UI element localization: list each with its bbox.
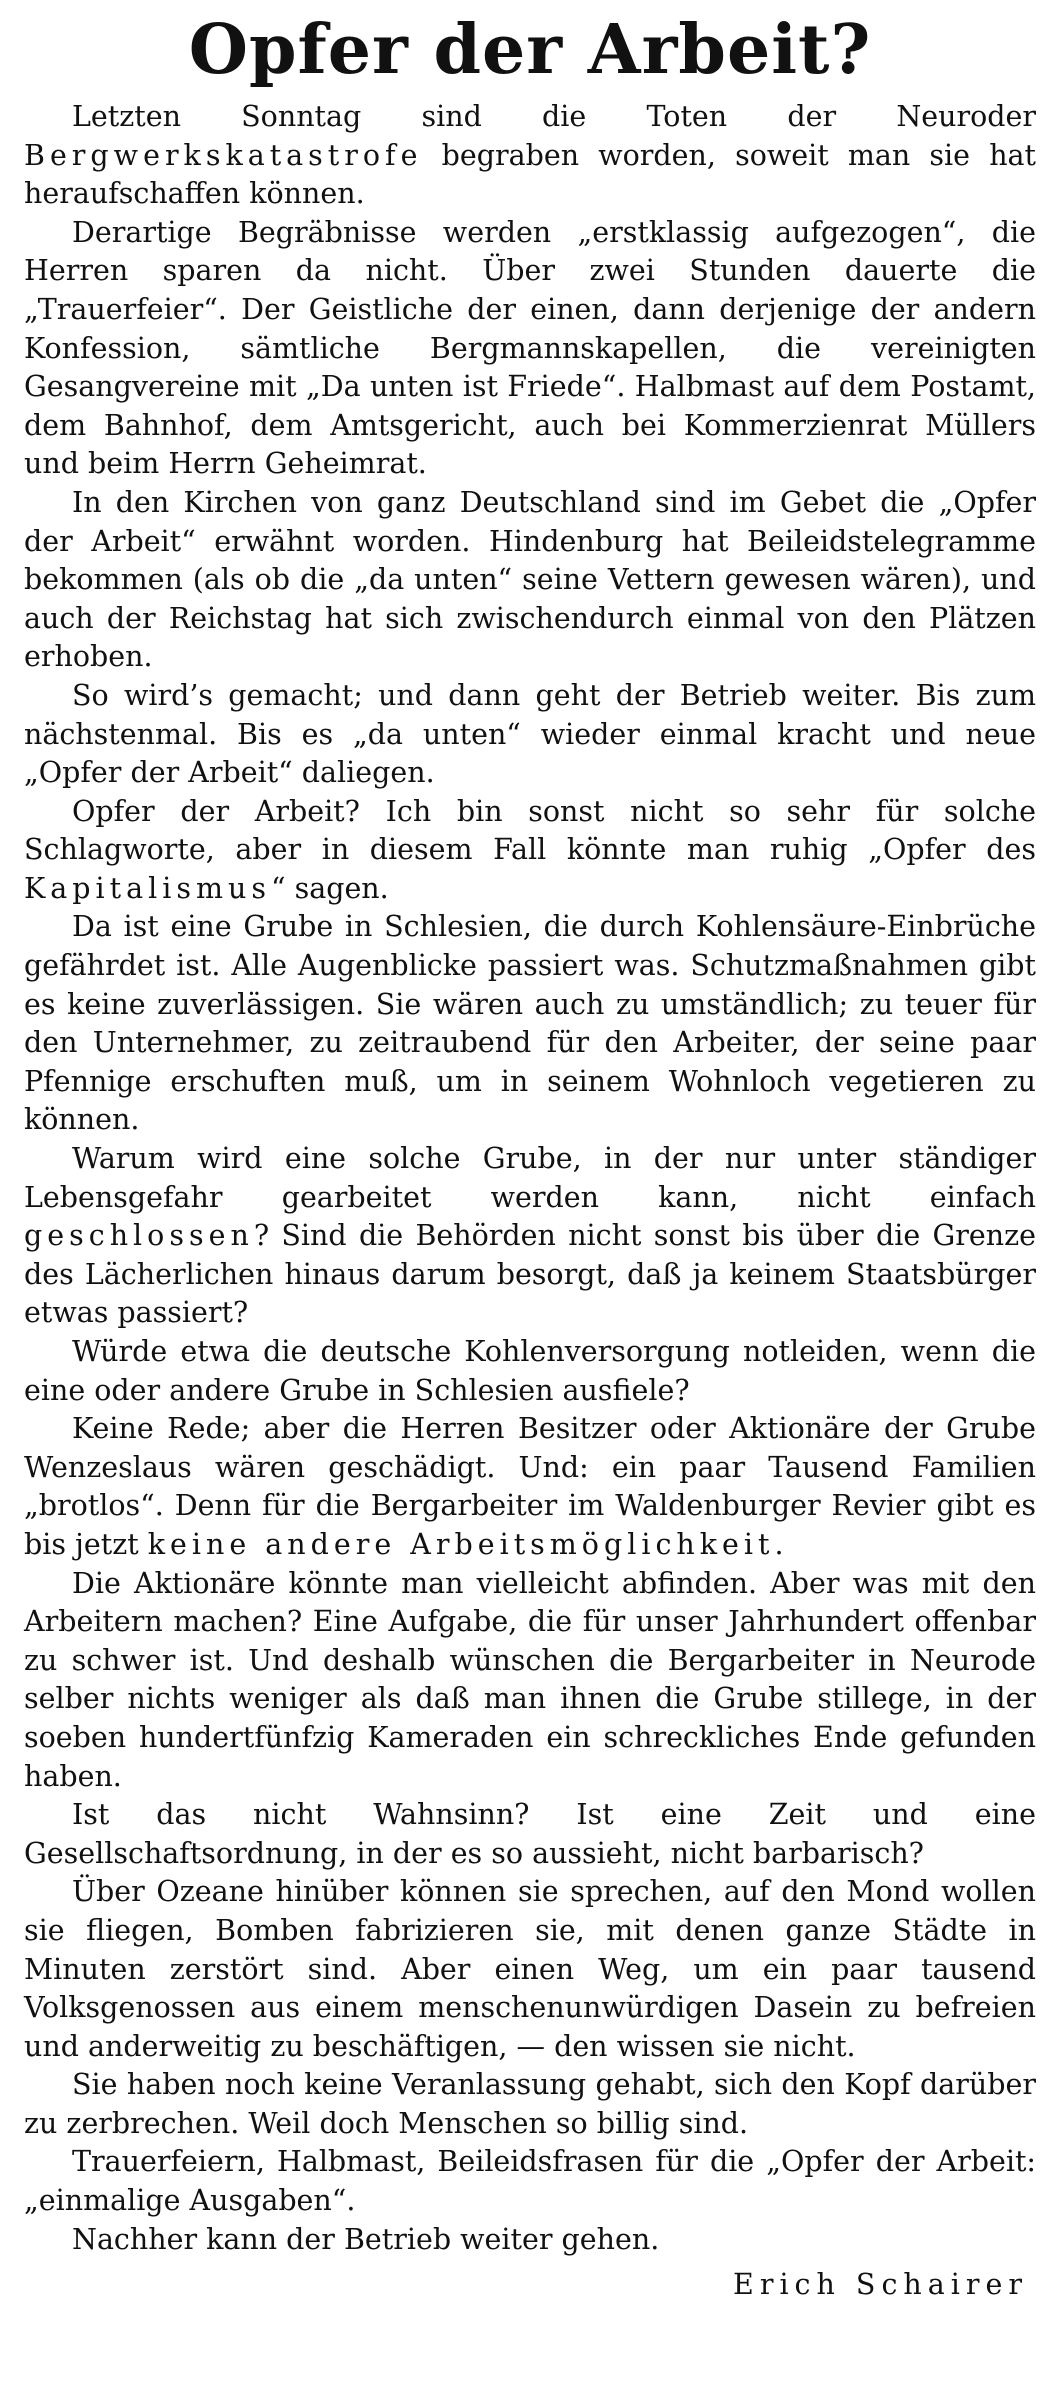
emphasized-text: Bergwerkskatastrofe: [24, 138, 423, 172]
paragraph-text: Trauerfeiern, Halbmast, Beileidsfrasen für die „Opfer der Arbeit: „einmalige Ausgaben“.: [24, 2145, 1036, 2218]
article-paragraph: [24, 98, 1036, 214]
paragraph-text: Letzten Sonntag sind die Toten der Neuroder: [72, 100, 1036, 133]
paragraph-text: So wird’s gemacht; und dann geht der Betrieb weiter. Bis zum nächstenmal. Bis es „da unten“ wieder einmal kracht und neue „Opfer der Arbeit“ daliegen.: [24, 678, 1036, 790]
article-paragraph: [24, 1873, 1036, 2066]
article-paragraph: [24, 793, 1036, 909]
emphasized-text: keine andere Arbeitsmöglichkeit: [147, 1527, 775, 1561]
article-paragraph: [24, 1333, 1036, 1410]
article-paragraph: [24, 677, 1036, 793]
emphasized-text: Kapitalismus: [24, 871, 271, 905]
paragraph-text: Derartige Begräbnisse werden „erstklassig aufgezogen“, die Herren sparen da nicht. Über zwei Stunden dauerte die „Trauerfeier“. Der Geistliche der einen, dann derjenige der andern Konfession, sämtliche Bergmannskapellen, die vereinigten Gesangvereine mit „Da unten ist Friede“. Halbmast auf dem Postamt, dem Bahnhof, dem Amtsgericht, auch bei Kommerzienrat Müllers und beim Herrn Geheimrat.: [24, 215, 1036, 481]
article-paragraph: [24, 2143, 1036, 2220]
article-paragraph: [24, 908, 1036, 1140]
article-paragraph: [24, 2066, 1036, 2143]
paragraph-text: “ sagen.: [270, 871, 389, 905]
paragraph-text: Keine Rede; aber die Herren Besitzer oder Aktionäre der Grube Wenzeslaus wären geschädigt. Und: ein paar Tausend Familien „brotlos“. Denn für die Bergarbeiter im Waldenburger Revier gibt es bis jetzt: [24, 1412, 1036, 1561]
paragraph-text: begraben worden, soweit man sie hat heraufschaffen können.: [24, 138, 1036, 211]
paragraph-text: Opfer der Arbeit? Ich bin sonst nicht so sehr für solche Schlagworte, aber in diesem Fall könnte man ruhig „Opfer des: [24, 794, 1036, 867]
paragraph-text: Warum wird eine solche Grube, in der nur unter ständiger Lebensgefahr gearbeitet werden kann, nicht einfach: [24, 1142, 1036, 1214]
article-body: [24, 98, 1036, 2259]
paragraph-text: Würde etwa die deutsche Kohlenversorgung notleiden, wenn die eine oder andere Grube in Schlesien ausfiele?: [24, 1335, 1036, 1407]
paragraph-text: In den Kirchen von ganz Deutschland sind im Gebet die „Opfer der Arbeit“ erwähnt worden. Hindenburg hat Beileidstelegramme bekommen (als ob die „da unten“ seine Vettern gewesen wären), und auch der Reichstag hat sich zwischendurch einmal von den Plätzen erhoben.: [24, 485, 1036, 674]
emphasized-text: geschlossen: [24, 1219, 254, 1253]
article-paragraph: [24, 1140, 1036, 1333]
paragraph-text: Sie haben noch keine Veranlassung gehabt, sich den Kopf darüber zu zerbrechen. Weil doch Menschen so billig sind.: [24, 2068, 1036, 2140]
article-paragraph: [24, 1796, 1036, 1873]
article-paragraph: [24, 484, 1036, 677]
paragraph-text: Die Aktionäre könnte man vielleicht abfinden. Aber was mit den Arbeitern machen? Eine Aufgabe, die für unser Jahrhundert offenbar zu schwer ist. Und deshalb wünschen die Bergarbeiter in Neurode selber nichts weniger als daß man ihnen die Grube stillege, in der soeben hundertfünfzig Kameraden ein schreckliches Ende gefunden haben.: [24, 1566, 1036, 1793]
paragraph-text: .: [774, 1527, 784, 1561]
author-signature: Erich Schairer: [733, 2268, 1028, 2302]
article-paragraph: [24, 1565, 1036, 1797]
article-paragraph: [24, 1410, 1036, 1564]
paragraph-text: Ist das nicht Wahnsinn? Ist eine Zeit und eine Gesellschaftsordnung, in der es so aussieht, nicht barbarisch?: [24, 1798, 1036, 1870]
article-title: Opfer der Arbeit?: [188, 10, 872, 90]
paragraph-text: Nachher kann der Betrieb weiter gehen.: [72, 2222, 660, 2256]
article-paragraph: [24, 214, 1036, 484]
paragraph-text: Über Ozeane hinüber können sie sprechen, auf den Mond wollen sie fliegen, Bomben fabrizieren sie, mit denen ganze Städte in Minuten zerstört sind. Aber einen Weg, um ein paar tausend Volksgenossen aus einem menschenunwürdigen Dasein zu befreien und anderweitig zu beschäftigen, — den wissen sie nicht.: [24, 1875, 1036, 2063]
article-paragraph: [24, 2221, 1036, 2260]
paragraph-text: Da ist eine Grube in Schlesien, die durch Kohlensäure-Einbrüche gefährdet ist. Alle Augenblicke passiert was. Schutzmaßnahmen gibt es keine zuverlässigen. Sie wären auch zu umständlich; zu teuer für den Unternehmer, zu zeitraubend für den Arbeiter, der seine paar Pfennige erschuften muß, um in seinem Wohnloch vegetieren zu können.: [24, 910, 1036, 1137]
paragraph-text: ? Sind die Behörden nicht sonst bis über die Grenze des Lächerlichen hinaus darum besorgt, daß ja keinem Staatsbürger etwas passiert?: [24, 1219, 1036, 1330]
